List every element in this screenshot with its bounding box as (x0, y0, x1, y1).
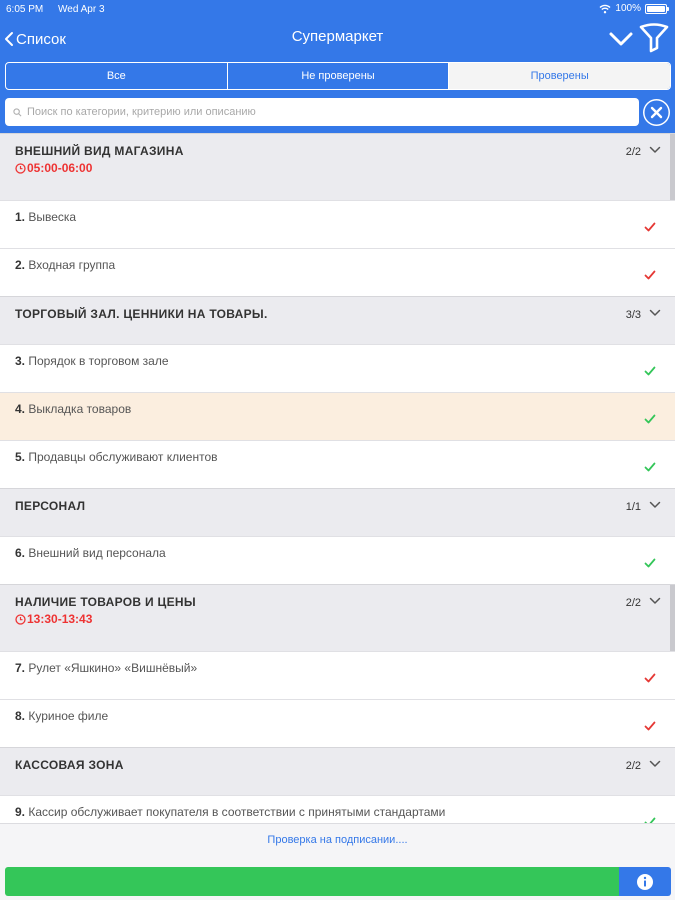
status-time: 6:05 PM (6, 4, 44, 15)
check-fail-icon (644, 673, 656, 683)
clock-icon (15, 163, 26, 174)
search-bar (5, 98, 639, 126)
item-number: 9. (15, 805, 26, 819)
item-text: Порядок в торговом зале (28, 354, 169, 368)
list-item[interactable] (0, 699, 675, 747)
section-title: ТОРГОВЫЙ ЗАЛ. ЦЕННИКИ НА ТОВАРЫ. (15, 307, 268, 321)
item-label (15, 709, 108, 723)
tab-checked[interactable]: Проверены (449, 63, 670, 89)
item-label (15, 402, 131, 416)
list-item[interactable] (0, 200, 675, 248)
item-number: 2. (15, 258, 26, 272)
tab-unchecked[interactable]: Не проверены (228, 63, 450, 89)
section-scroll-indicator (670, 134, 675, 200)
checklist (0, 133, 675, 823)
item-number: 8. (15, 709, 26, 723)
wifi-icon (599, 4, 611, 14)
item-text: Кассир обслуживает покупателя в соответствии с принятыми стандартами (28, 805, 446, 819)
search-input[interactable] (27, 106, 627, 118)
section-count: 2/2 (625, 146, 641, 158)
item-label (15, 450, 218, 464)
item-text: Внешний вид персонала (28, 546, 166, 560)
list-item[interactable] (0, 795, 675, 823)
section-title: НАЛИЧИЕ ТОВАРОВ И ЦЕНЫ (15, 595, 196, 609)
list-item[interactable] (0, 440, 675, 488)
list-item[interactable] (0, 651, 675, 699)
item-label (15, 258, 115, 272)
item-label (15, 805, 445, 819)
item-label (15, 661, 197, 675)
filter-button[interactable] (638, 22, 670, 54)
section-time-text: 05:00-06:00 (27, 161, 93, 175)
item-text: Продавцы обслуживают клиентов (28, 450, 218, 464)
item-label (15, 210, 76, 224)
page-title: Супермаркет (291, 28, 384, 45)
section-count: 3/3 (625, 309, 641, 321)
nav-bar (0, 18, 675, 60)
chevron-down-icon (649, 501, 661, 509)
item-number: 7. (15, 661, 26, 675)
battery-icon (645, 4, 667, 14)
list-item[interactable] (0, 248, 675, 296)
chevron-down-icon (649, 597, 661, 605)
clock-icon (15, 614, 26, 625)
item-number: 4. (15, 402, 26, 416)
close-icon (643, 99, 670, 126)
clear-search-button[interactable] (643, 99, 670, 126)
item-text: Куриное филе (28, 709, 109, 723)
signing-status-link[interactable]: Проверка на подписании.... (267, 834, 408, 846)
chevron-down-icon (649, 760, 661, 768)
item-number: 1. (15, 210, 26, 224)
section-title: ВНЕШНИЙ ВИД МАГАЗИНА (15, 144, 184, 158)
header (0, 0, 675, 133)
check-pass-icon (644, 462, 656, 472)
check-pass-icon (644, 414, 656, 424)
item-text: Выкладка товаров (28, 402, 132, 416)
section-count: 2/2 (625, 597, 641, 609)
item-text: Вывеска (28, 210, 77, 224)
section-time-text: 13:30-13:43 (27, 612, 93, 626)
back-label: Список (16, 30, 66, 48)
footer (0, 823, 675, 900)
list-item[interactable] (0, 536, 675, 584)
item-label (15, 354, 169, 368)
section-header[interactable] (0, 133, 675, 200)
progress-bar (5, 867, 619, 896)
check-fail-icon (644, 270, 656, 280)
section-header[interactable] (0, 296, 675, 344)
status-right (599, 3, 667, 14)
search-icon (13, 108, 22, 117)
section-header[interactable] (0, 747, 675, 795)
section-time (15, 161, 92, 175)
collapse-all-button[interactable] (606, 26, 636, 52)
item-number: 6. (15, 546, 26, 560)
chevron-down-icon (649, 146, 661, 154)
list-item[interactable] (0, 392, 675, 440)
check-pass-icon (644, 558, 656, 568)
section-count: 2/2 (625, 760, 641, 772)
section-time (15, 612, 92, 626)
section-count: 1/1 (625, 501, 641, 513)
item-label (15, 546, 166, 560)
list-item[interactable] (0, 344, 675, 392)
chevron-down-icon (649, 309, 661, 317)
info-button[interactable] (619, 867, 671, 896)
item-number: 5. (15, 450, 26, 464)
check-fail-icon (644, 222, 656, 232)
section-title: КАССОВАЯ ЗОНА (15, 758, 124, 772)
tab-all[interactable]: Все (6, 63, 228, 89)
status-bar (0, 0, 675, 18)
section-scroll-indicator (670, 585, 675, 651)
chevron-down-icon (606, 26, 636, 52)
battery-percent: 100% (615, 3, 641, 14)
section-header[interactable] (0, 488, 675, 536)
status-date: Wed Apr 3 (58, 4, 105, 15)
info-icon (636, 873, 654, 891)
item-number: 3. (15, 354, 26, 368)
item-text: Рулет «Яшкино» «Вишнёвый» (28, 661, 198, 675)
check-pass-icon (644, 366, 656, 376)
filter-tabs (5, 62, 671, 90)
filter-icon (638, 22, 670, 54)
section-title: ПЕРСОНАЛ (15, 499, 86, 513)
check-fail-icon (644, 721, 656, 731)
section-header[interactable] (0, 584, 675, 651)
item-text: Входная группа (28, 258, 116, 272)
